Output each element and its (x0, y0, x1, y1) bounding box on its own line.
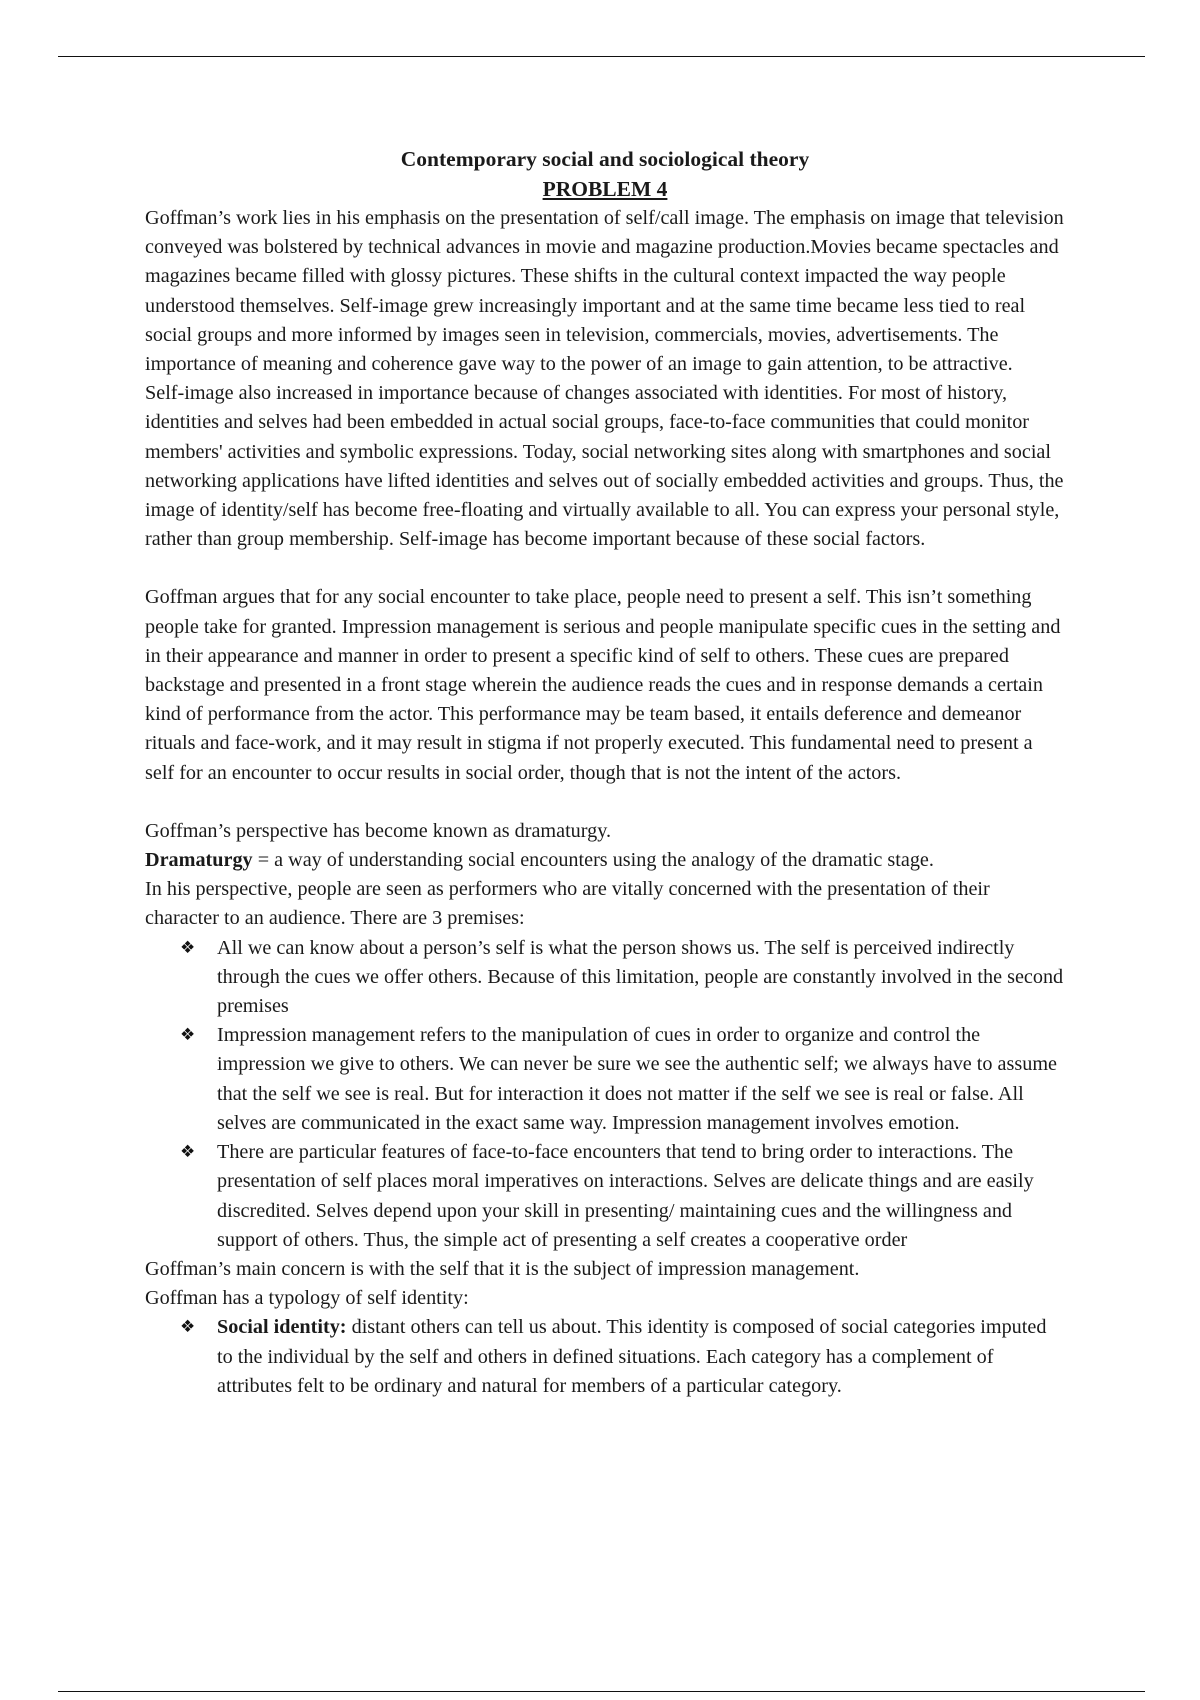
premise-item (180, 1021, 1065, 1138)
definition-term: Dramaturgy (145, 849, 253, 872)
paragraph-presentation-of-self: Goffman’s work lies in his emphasis on the presentation of self/call image. The emphasis on image that television conveyed was bolstered by technical advances in movie and magazine production.Movies became spectacles and magazines became filled with glossy pictures. These shifts in the cultural context impacted the way people understood themselves. Self-image grew increasingly important and at the same time became less tied to real social groups and more informed by images seen in television, commercials, movies, advertisements. The importance of meaning and coherence gave way to the power of an image to gain attention, to be attractive. (145, 207, 1064, 376)
typology-item (180, 1313, 1065, 1401)
diamond-bullet-icon: ❖ (180, 1025, 196, 1046)
closing-line-main-concern: Goffman’s main concern is with the self that it is the subject of impression management. (145, 1257, 860, 1280)
document-title: Contemporary social and sociological theory (400, 147, 810, 171)
paragraph-gap (145, 788, 1065, 817)
paragraph-gap (145, 554, 1065, 583)
premises-intro: In his perspective, people are seen as performers who are vitally concerned with the presentation of their character to an audience. There are 3 premises: (145, 878, 990, 930)
top-rule (58, 56, 1145, 57)
bottom-rule (58, 1691, 1145, 1692)
definition-text: = a way of understanding social encounters using the analogy of the dramatic stage. (252, 849, 934, 872)
diamond-bullet-icon: ❖ (180, 937, 196, 958)
paragraph-dramaturgy-intro: Goffman’s perspective has become known as dramaturgy. (145, 819, 612, 842)
document-subtitle: PROBLEM 4 (542, 177, 668, 201)
premise-item (180, 934, 1065, 1022)
premises-list (145, 934, 1065, 1255)
diamond-bullet-icon: ❖ (180, 1317, 196, 1338)
typology-term: Social identity: (217, 1316, 347, 1339)
document-body (145, 144, 1065, 1401)
diamond-bullet-icon: ❖ (180, 1142, 196, 1163)
typology-text: distant others can tell us about. This identity is composed of social categories imputed to the individual by the self and others in defined situations. Each category has a complement of attributes felt to be ordinary and natural for members of a particular category. (217, 1316, 1047, 1397)
paragraph-social-encounter: Goffman argues that for any social encounter to take place, people need to present a self. This isn’t something people take for granted. Impression management is serious and people manipulate specific cues in the setting and in their appearance and manner in order to present a specific kind of self to others. These cues are prepared backstage and presented in a front stage wherein the audience reads the cues and in response demands a certain kind of performance from the actor. This performance may be team based, it entails deference and demeanor rituals and face-work, and it may result in stigma if not properly executed. This fundamental need to present a self for an encounter to occur results in social order, though that is not the intent of the actors. (145, 586, 1061, 784)
paragraph-self-image-identities: Self-image also increased in importance because of changes associated with identities. For most of history, identities and selves had been embedded in actual social groups, face-to-face communities that could monitor members' activities and symbolic expressions. Today, social networking sites along with smartphones and social networking applications have lifted identities and selves out of socially embedded activities and groups. Thus, the image of identity/self has become free-floating and virtually available to all. You can express your personal style, rather than group membership. Self-image has become important because of these social factors. (145, 382, 1064, 551)
premise-item (180, 1138, 1065, 1255)
premise-text: There are particular features of face-to-face encounters that tend to bring order to interactions. The presentation of self places moral imperatives on interactions. Selves are delicate things and are easily discredited. Selves depend upon your skill in presenting/ maintaining cues and the willingness and support of others. Thus, the simple act of presenting a self creates a cooperative order (217, 1141, 1034, 1251)
typology-list (145, 1313, 1065, 1401)
premise-text: All we can know about a person’s self is what the person shows us. The self is perceived indirectly through the cues we offer others. Because of this limitation, people are constantly involved in the second premises (217, 936, 1064, 1018)
premise-text: Impression management refers to the manipulation of cues in order to organize and control the impression we give to others. We can never be sure we see the authentic self; we always have to assume that the self we see is real. But for interaction it does not matter if the self we see is real or false. All selves are communicated in the exact same way. Impression management involves emotion. (217, 1024, 1057, 1134)
definition-dramaturgy (145, 846, 1065, 875)
closing-line-typology: Goffman has a typology of self identity: (145, 1287, 469, 1310)
